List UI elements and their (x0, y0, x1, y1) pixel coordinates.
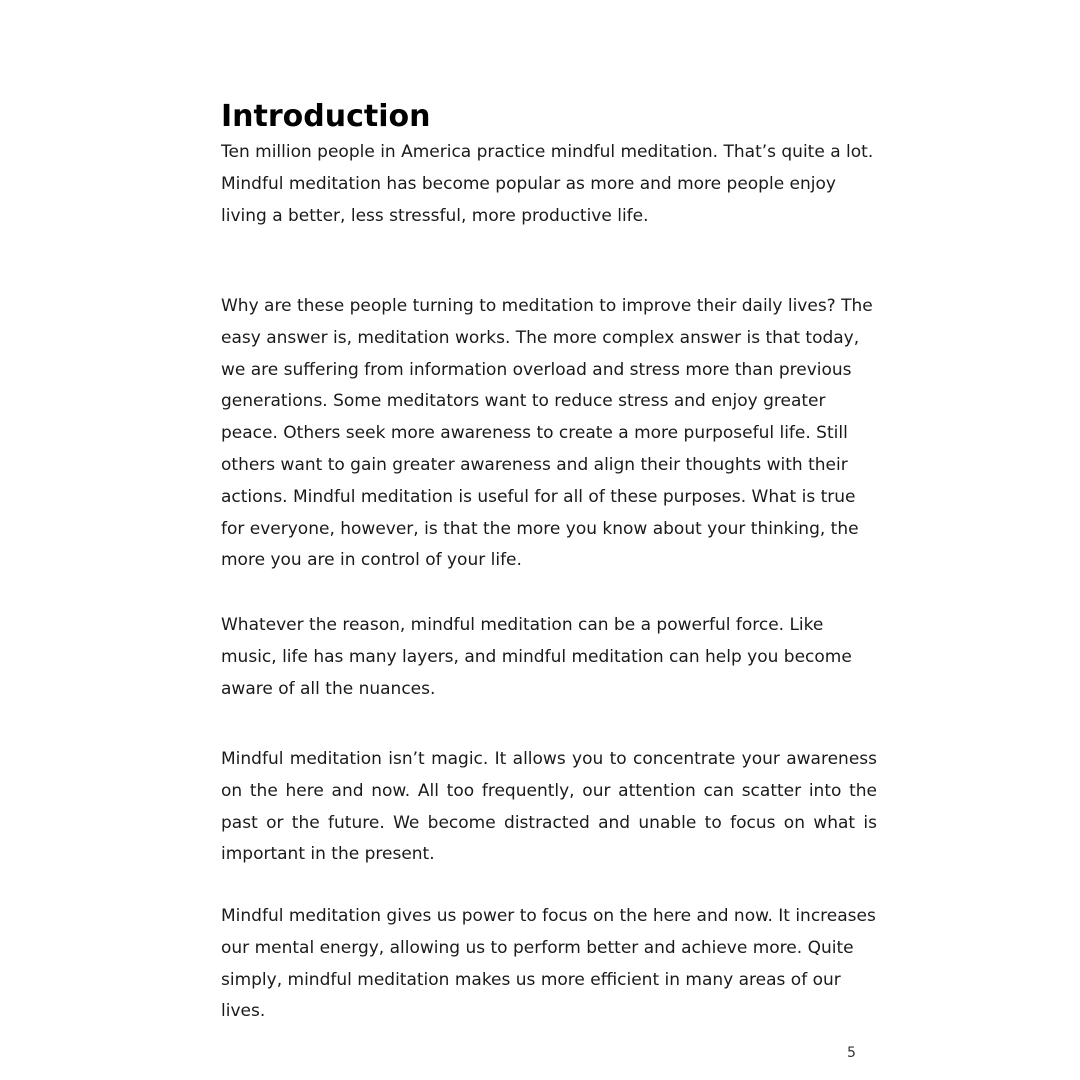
page-title: Introduction (221, 99, 431, 134)
paragraph-3: Whatever the reason, mindful meditation can be a powerful force. Like music, life has many layers, and mindful meditation can help you become aware of all the nuances. (221, 615, 852, 699)
page-number: 5 (847, 1045, 856, 1061)
paragraph-1: Ten million people in America practice mindful meditation. That’s quite a lot. Mindful meditation has become popular as more and more people enjoy living a better, less stressful, more productive life. (221, 142, 874, 226)
paragraph-4: Mindful meditation isn’t magic. It allows you to concentrate your awareness on the here and now. All too frequently, our attention can scatter into the past or the future. We become distracted and unable to focus on what is important in the present. (221, 749, 877, 865)
paragraph-2: Why are these people turning to meditation to improve their daily lives? The easy answer is, meditation works. The more complex answer is that today, we are suffering from information overload and stress more than previous generations. Some meditators want to reduce stress and enjoy greater peace. Others seek more awareness to create a more purposeful life. Still others want to gain greater awareness and align their thoughts with their actions. Mindful meditation is useful for all of these purposes. What is true for everyone, however, is that the more you know about your thinking, the more you are in control of your life. (221, 296, 873, 571)
paragraph-5: Mindful meditation gives us power to focus on the here and now. It increases our mental energy, allowing us to perform better and achieve more. Quite simply, mindful meditation makes us more efficient in many areas of our lives. (221, 906, 876, 1022)
